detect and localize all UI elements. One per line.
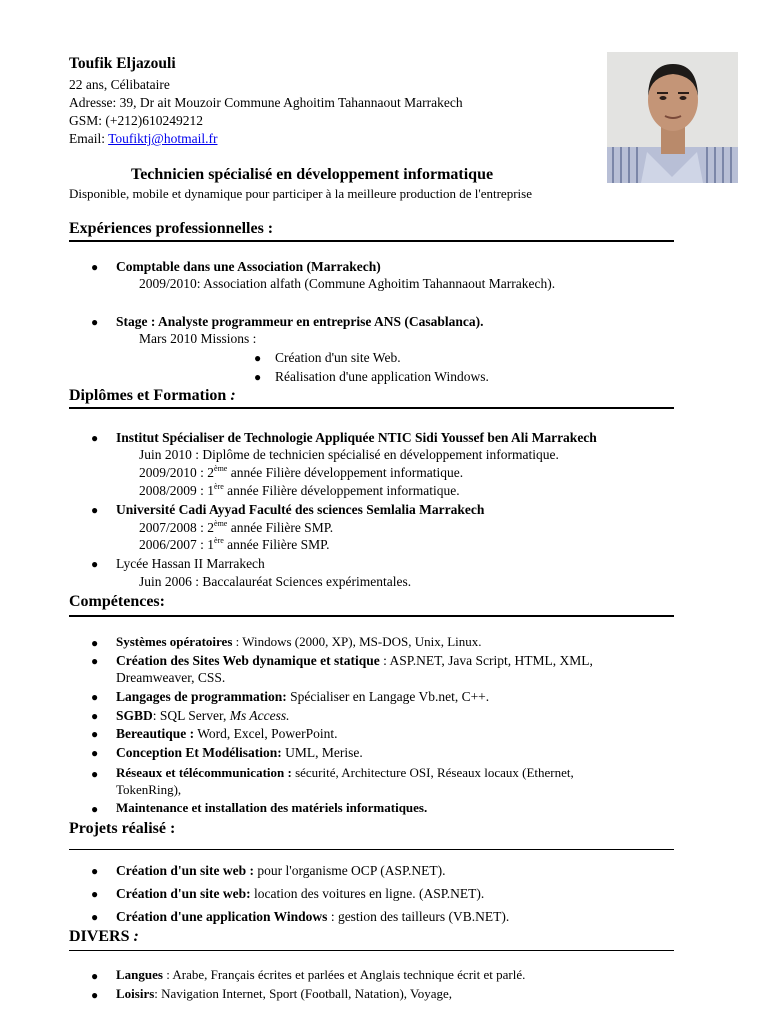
divers-languages: Langues : Arabe, Français écrites et parlées et Anglais technique écrit et parlé. xyxy=(116,967,526,982)
bullet-icon: ● xyxy=(91,709,99,723)
mission-2: Réalisation d'une application Windows. xyxy=(275,369,489,384)
bullet-icon: ● xyxy=(91,727,99,741)
skill-languages: Langages de programmation: Spécialiser en Langage Vb.net, C++. xyxy=(116,689,490,704)
skill-office: Bereautique : Word, Excel, PowerPoint. xyxy=(116,726,338,741)
skill-web: Création des Sites Web dynamique et statique : ASP.NET, Java Script, HTML, XML, xyxy=(116,653,593,668)
skill-modeling: Conception Et Modélisation: UML, Merise. xyxy=(116,745,363,760)
bullet-icon: ● xyxy=(91,767,99,781)
bullet-icon: ● xyxy=(91,988,99,1002)
address: Adresse: 39, Dr ait Mouzoir Commune Aghoitim Tahannaout Marrakech xyxy=(69,95,463,110)
bullet-icon: ● xyxy=(254,351,262,365)
bullet-icon: ● xyxy=(91,690,99,704)
bullet-icon: ● xyxy=(91,969,99,983)
experience-1-title: Comptable dans une Association (Marrakech) xyxy=(116,259,381,274)
bullet-icon: ● xyxy=(91,864,99,878)
bullet-icon: ● xyxy=(91,887,99,901)
skill-os: Systèmes opératoires : Windows (2000, XP), MS-DOS, Unix, Linux. xyxy=(116,634,482,649)
bullet-icon: ● xyxy=(91,654,99,668)
bullet-icon: ● xyxy=(91,802,99,816)
gsm: GSM: (+212)610249212 xyxy=(69,113,203,128)
job-title: Technicien spécialisé en développement informatique xyxy=(131,166,494,183)
bullet-icon: ● xyxy=(91,636,99,650)
bullet-icon: ● xyxy=(91,503,99,517)
section-divers-heading: DIVERS : xyxy=(69,928,139,945)
section-projects-heading: Projets réalisé : xyxy=(69,820,176,837)
section-divider xyxy=(69,407,674,409)
section-skills-heading: Compétences: xyxy=(69,593,165,610)
project-1: Création d'un site web : pour l'organisme OCP (ASP.NET). xyxy=(116,863,446,878)
mission-1: Création d'un site Web. xyxy=(275,350,401,365)
age-status: 22 ans, Célibataire xyxy=(69,77,170,92)
divers-hobbies: Loisirs: Navigation Internet, Sport (Football, Natation), Voyage, xyxy=(116,986,453,1001)
experience-2-date: Mars 2010 Missions : xyxy=(139,331,257,346)
email-label: Email: xyxy=(69,131,109,146)
skill-maintenance: Maintenance et installation des matériels informatiques. xyxy=(116,800,428,815)
project-3: Création d'une application Windows : gestion des tailleurs (VB.NET). xyxy=(116,909,510,924)
skill-networks: Réseaux et télécommunication : sécurité, Architecture OSI, Réseaux locaux (Ethernet, xyxy=(116,765,574,780)
institution-2-line-1: 2007/2008 : 2ème année Filière SMP. xyxy=(139,519,334,535)
institution-2-line-2: 2006/2007 : 1ère année Filière SMP. xyxy=(139,536,330,552)
bullet-icon: ● xyxy=(91,315,99,329)
bullet-icon: ● xyxy=(91,431,99,445)
bullet-icon: ● xyxy=(91,557,99,571)
institution-1-line-1: Juin 2010 : Diplôme de technicien spécialisé en développement informatique. xyxy=(139,447,559,462)
bullet-icon: ● xyxy=(91,746,99,760)
section-divider xyxy=(69,849,674,850)
bullet-icon: ● xyxy=(254,370,262,384)
bullet-icon: ● xyxy=(91,260,99,274)
experience-1-detail: 2009/2010: Association alfath (Commune Aghoitim Tahannaout Marrakech). xyxy=(139,276,556,291)
institution-3-line-1: Juin 2006 : Baccalauréat Sciences expérimentales. xyxy=(139,574,412,589)
institution-1-line-2: 2009/2010 : 2ème année Filière développement informatique. xyxy=(139,464,464,480)
candidate-name: Toufik Eljazouli xyxy=(69,55,176,72)
section-divider xyxy=(69,240,674,242)
tagline: Disponible, mobile et dynamique pour participer à la meilleure production de l'entreprise xyxy=(69,186,532,201)
section-education-heading: Diplômes et Formation : xyxy=(69,387,236,404)
skill-web-cont: Dreamweaver, CSS. xyxy=(116,670,226,685)
institution-2: Université Cadi Ayyad Faculté des sciences Semlalia Marrakech xyxy=(116,502,485,517)
institution-1-line-3: 2008/2009 : 1ère année Filière développement informatique. xyxy=(139,482,460,498)
skill-networks-cont: TokenRing), xyxy=(116,782,182,797)
section-divider xyxy=(69,615,674,617)
experience-2-title: Stage : Analyste programmeur en entreprise ANS (Casablanca). xyxy=(116,314,484,329)
email-link[interactable]: Toufiktj@hotmail.fr xyxy=(108,131,218,146)
profile-photo xyxy=(607,52,738,183)
skill-sgbd: SGBD: SQL Server, Ms Access. xyxy=(116,708,290,723)
bullet-icon: ● xyxy=(91,910,99,924)
project-2: Création d'un site web: location des voitures en ligne. (ASP.NET). xyxy=(116,886,485,901)
section-divider xyxy=(69,950,674,951)
institution-3: Lycée Hassan II Marrakech xyxy=(116,556,265,571)
section-experiences-heading: Expériences professionnelles : xyxy=(69,220,274,237)
email-line xyxy=(69,130,217,148)
profile-photo-illustration xyxy=(607,52,738,183)
institution-1: Institut Spécialiser de Technologie Appliquée NTIC Sidi Youssef ben Ali Marrakech xyxy=(116,430,597,445)
